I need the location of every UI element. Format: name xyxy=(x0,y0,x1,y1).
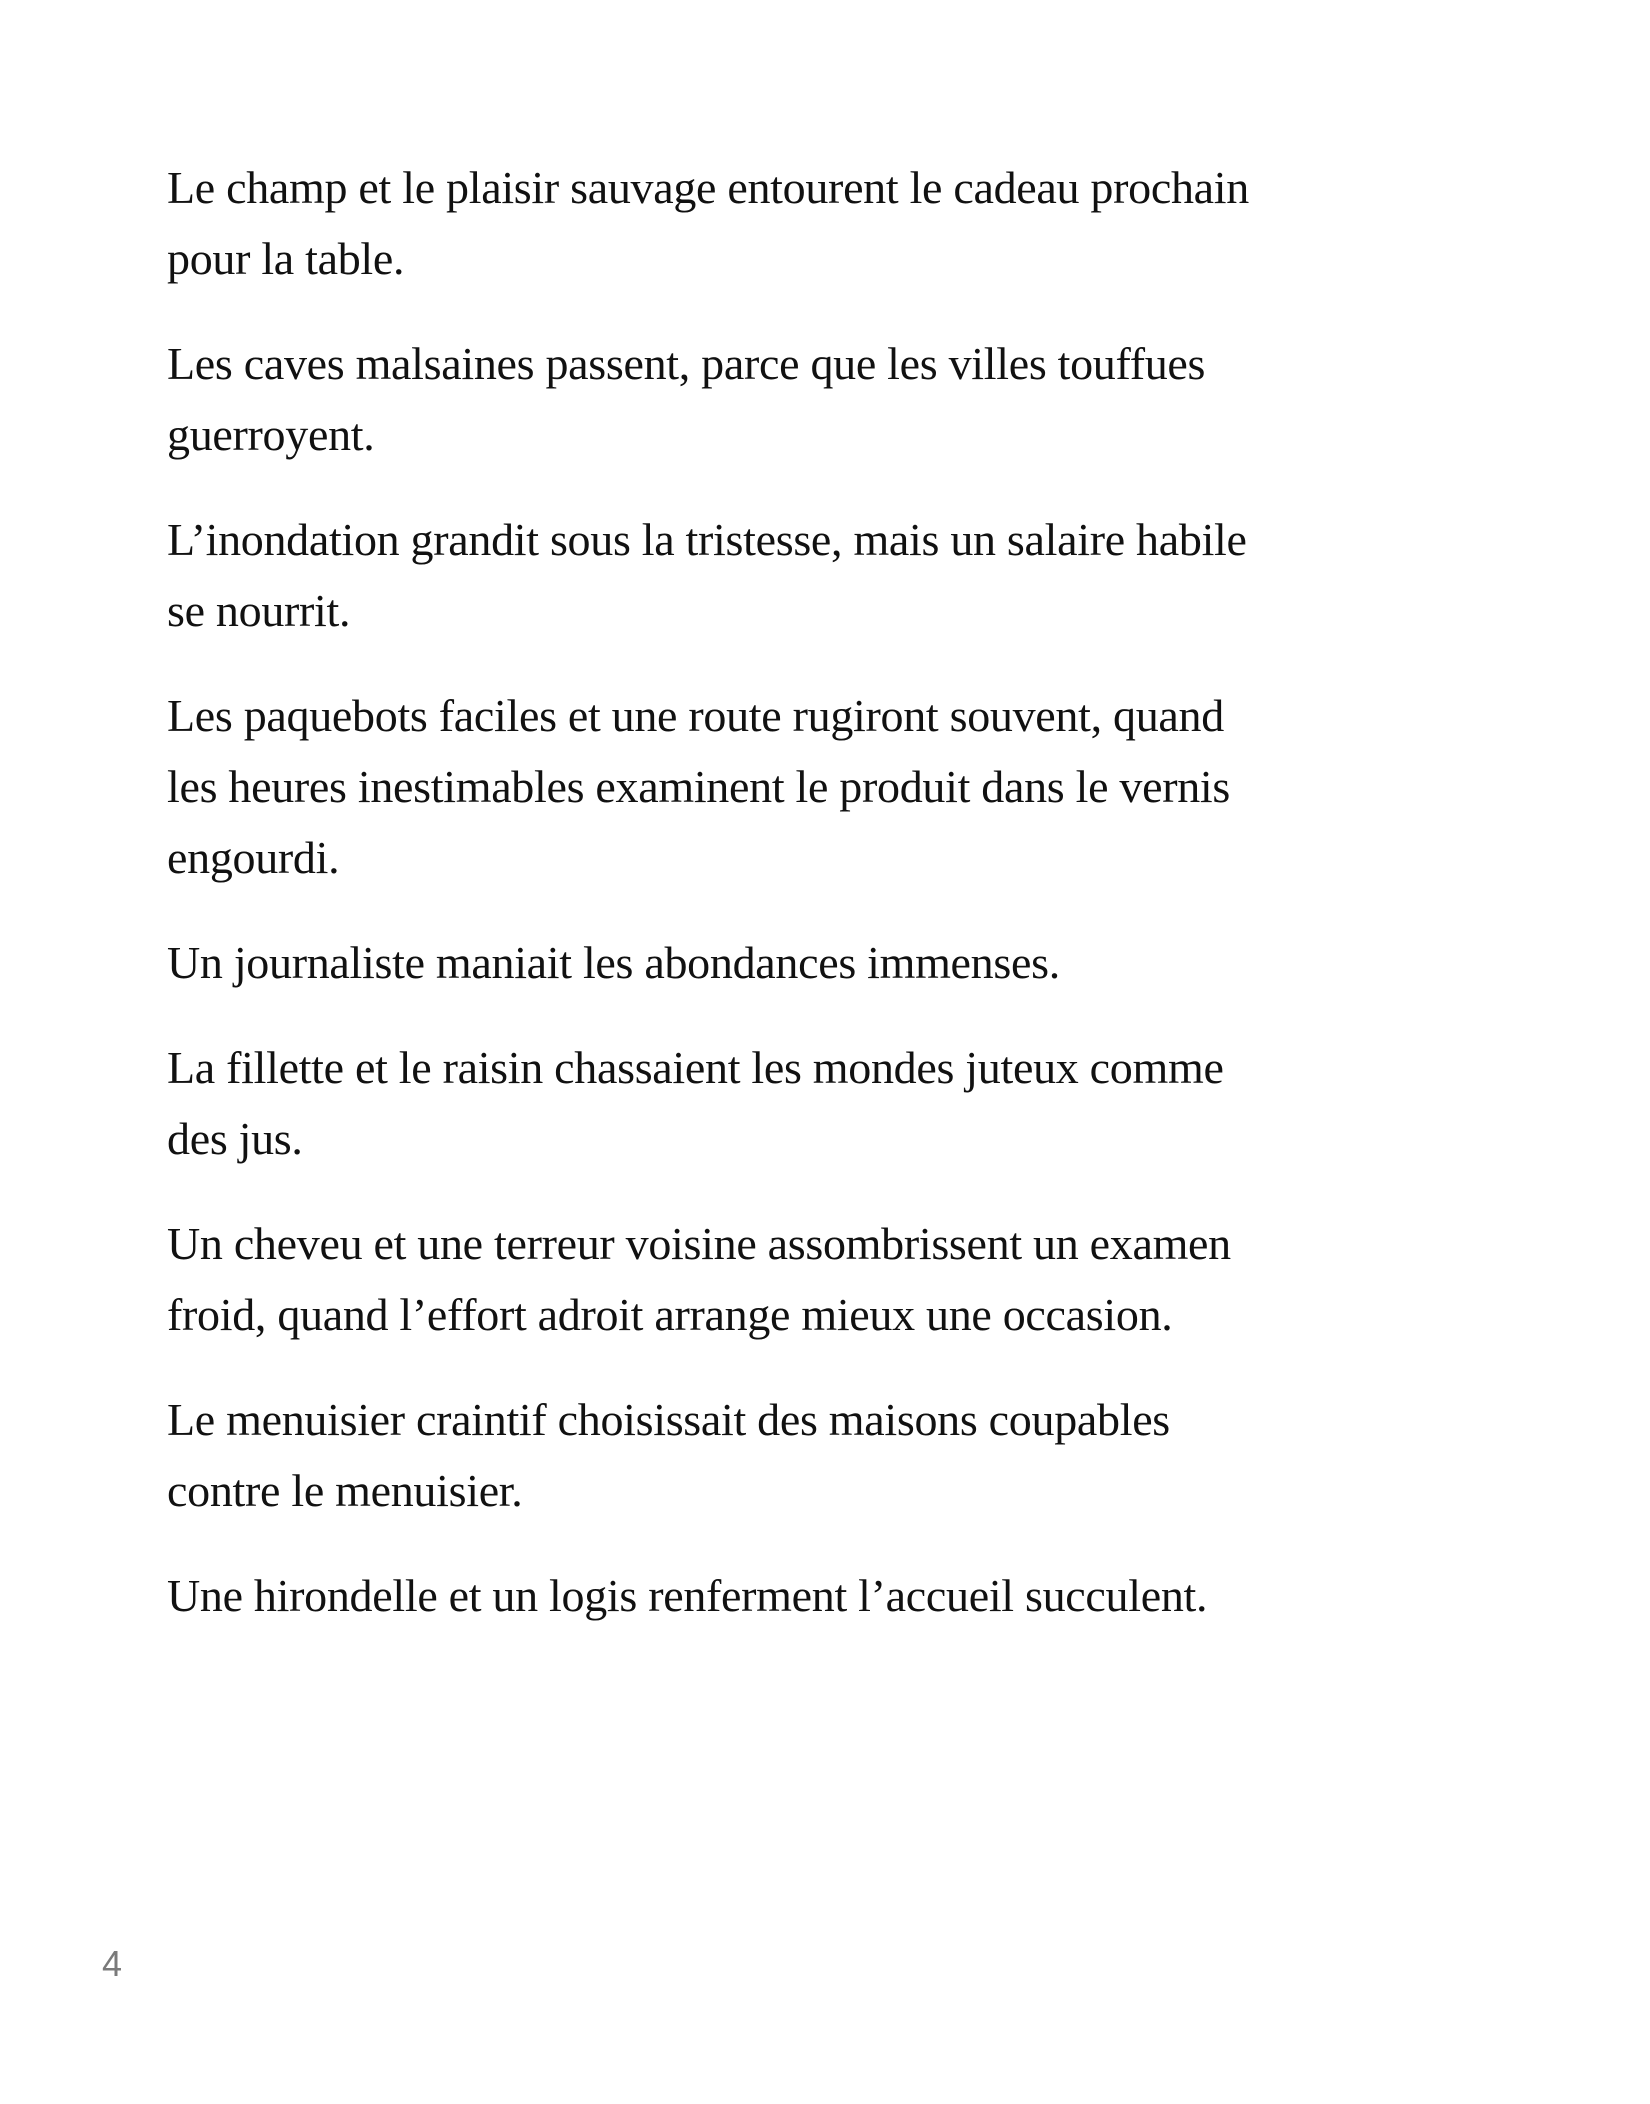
paragraph: Le champ et le plaisir sauvage entourent le cadeau prochain pour la table. xyxy=(167,162,1249,284)
paragraph: Une hirondelle et un logis renferment l’accueil succulent. xyxy=(167,1570,1208,1621)
body-text xyxy=(167,152,1267,1665)
paragraph: Un cheveu et une terreur voisine assombrissent un examen froid, quand l’effort adroit arrange mieux une occasion. xyxy=(167,1218,1231,1340)
paragraph: Le menuisier craintif choisissait des maisons coupables contre le menuisier. xyxy=(167,1394,1170,1516)
paragraph: L’inondation grandit sous la tristesse, mais un salaire habile se nourrit. xyxy=(167,514,1247,636)
paragraph: Les caves malsaines passent, parce que les villes touffues guerroyent. xyxy=(167,338,1206,460)
page-number: 4 xyxy=(102,1943,123,1984)
paragraph: Les paquebots faciles et une route rugiront souvent, quand les heures inestimables examinent le produit dans le vernis engourdi. xyxy=(167,690,1231,883)
paragraph: La fillette et le raisin chassaient les mondes juteux comme des jus. xyxy=(167,1042,1224,1164)
paragraph: Un journaliste maniait les abondances immenses. xyxy=(167,937,1060,988)
